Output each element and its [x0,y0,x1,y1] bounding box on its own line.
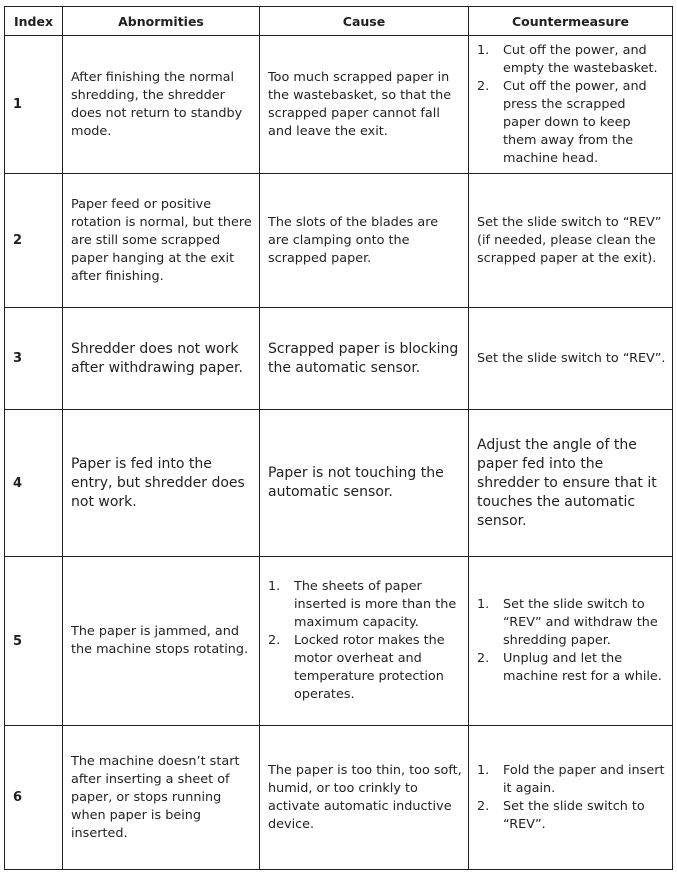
list-item [477,596,666,650]
list-number: 1. [477,762,490,778]
cause-cell: Scrapped paper is blocking the automatic sensor. [260,308,469,410]
row-index: 6 [5,726,63,870]
troubleshooting-table [4,6,673,870]
countermeasure-cell: Adjust the angle of the paper fed into the shredder to ensure that it touches the automatic sensor. [469,410,673,557]
countermeasure-list [477,762,666,834]
list-text: Locked rotor makes the motor overheat and temperature protection operates. [294,633,445,702]
list-item [477,650,666,686]
cause-cell: The paper is too thin, too soft, humid, or too crinkly to activate automatic inductive device. [260,726,469,870]
table-row [5,726,673,870]
cause-list [268,578,462,704]
cause-cell [260,557,469,726]
list-item [477,798,666,834]
header-cause: Cause [260,7,469,36]
header-countermeasure: Countermeasure [469,7,673,36]
list-text: Set the slide switch to “REV” and withdraw the shredding paper. [503,597,658,648]
list-text: Fold the paper and insert it again. [503,762,665,796]
row-index: 5 [5,557,63,726]
table-row [5,174,673,308]
countermeasure-cell [469,726,673,870]
list-number: 2. [477,798,490,814]
list-number: 2. [477,78,490,94]
countermeasure-list [477,42,666,168]
list-text: Set the slide switch to “REV”. [503,798,645,832]
abnormity-cell: Paper feed or positive rotation is normal, but there are still some scrapped paper hanging at the exit after finishing. [63,174,260,308]
countermeasure-cell: Set the slide switch to “REV” (if needed, please clean the scrapped paper at the exit). [469,174,673,308]
abnormity-cell: Shredder does not work after withdrawing paper. [63,308,260,410]
list-number: 1. [477,597,490,612]
list-item [477,42,666,78]
list-number: 1. [268,579,281,594]
abnormity-cell: After finishing the normal shredding, the shredder does not return to standby mode. [63,36,260,174]
list-number: 2. [268,633,281,648]
list-item [268,578,462,632]
list-item [477,762,666,798]
cause-cell: The slots of the blades are are clamping onto the scrapped paper. [260,174,469,308]
header-abnormities: Abnormities [63,7,260,36]
list-number: 2. [477,651,490,666]
row-index: 4 [5,410,63,557]
list-text: Cut off the power, and press the scrapped paper down to keep them away from the machine head. [503,78,647,166]
list-item [477,78,666,168]
list-text: Unplug and let the machine rest for a while. [503,651,662,684]
cause-cell: Too much scrapped paper in the wastebasket, so that the scrapped paper cannot fall and leave the exit. [260,36,469,174]
countermeasure-list [477,596,666,686]
row-index: 3 [5,308,63,410]
abnormity-cell: The machine doesn’t start after inserting a sheet of paper, or stops running when paper is being inserted. [63,726,260,870]
row-index: 2 [5,174,63,308]
countermeasure-cell [469,36,673,174]
abnormity-cell: Paper is fed into the entry, but shredder does not work. [63,410,260,557]
list-text: Cut off the power, and empty the wastebasket. [503,42,658,76]
list-item [268,632,462,704]
list-text: The sheets of paper inserted is more than the maximum capacity. [294,579,457,630]
header-index: Index [5,7,63,36]
countermeasure-cell [469,557,673,726]
countermeasure-cell: Set the slide switch to “REV”. [469,308,673,410]
table-row [5,36,673,174]
table-row [5,557,673,726]
header-row [5,7,673,36]
abnormity-cell: The paper is jammed, and the machine stops rotating. [63,557,260,726]
cause-cell: Paper is not touching the automatic sensor. [260,410,469,557]
table-row [5,410,673,557]
row-index: 1 [5,36,63,174]
list-number: 1. [477,42,490,58]
table-row [5,308,673,410]
